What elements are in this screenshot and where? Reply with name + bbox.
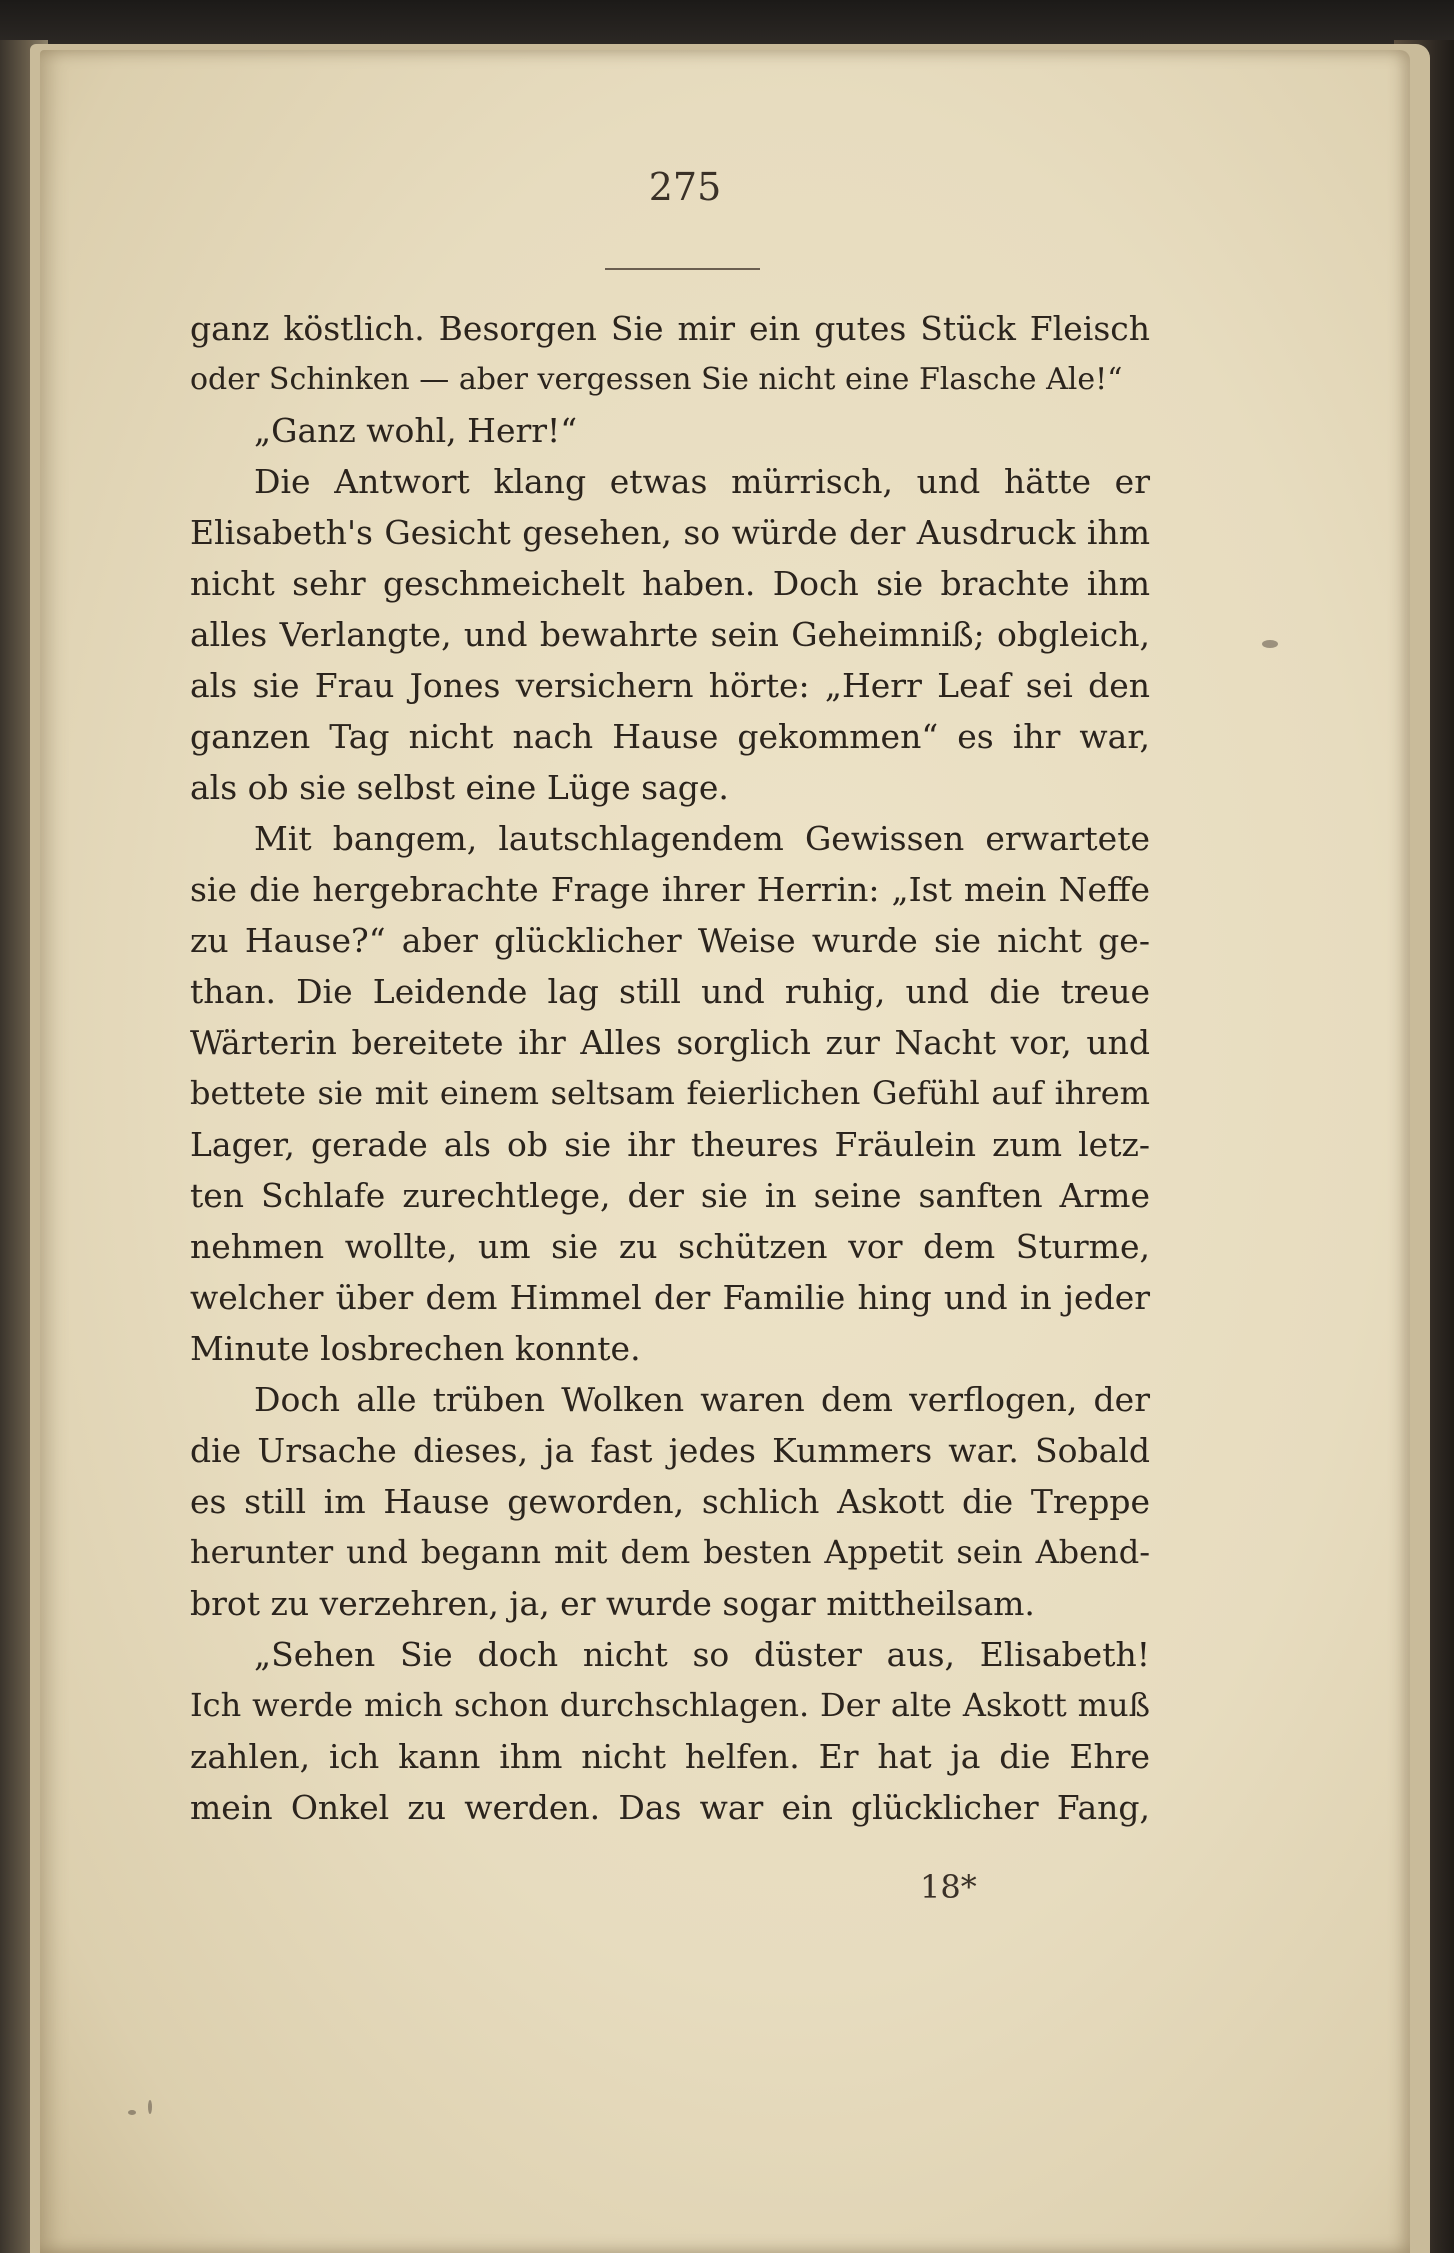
text-line: „Ganz wohl, Herr!“ [254,411,578,450]
text-line: brot zu verzehren, ja, er wurde sogar mittheilsam. [190,1584,1035,1623]
text-line: mein Onkel zu werden. Das war ein glücklicher Fang, [190,1788,1150,1827]
body-text [190,303,1150,1833]
text-line: „Sehen Sie doch nicht so düster aus, Elisabeth! [254,1635,1150,1674]
text-line: Ich werde mich schon durchschlagen. Der alte Askott muß [190,1686,1150,1724]
text-line: Doch alle trüben Wolken waren dem verflogen, der [254,1380,1150,1419]
text-line: als sie Frau Jones versichern hörte: „Herr Leaf sei den [190,666,1150,705]
text-line: nicht sehr geschmeichelt haben. Doch sie brachte ihm [190,564,1150,603]
text-line: welcher über dem Himmel der Familie hing und in jeder [190,1278,1150,1317]
text-line: ganz köstlich. Besorgen Sie mir ein gutes Stück Fleisch [190,309,1150,348]
text-line: ganzen Tag nicht nach Hause gekommen“ es ihr war, [190,717,1150,756]
text-line: herunter und begann mit dem besten Appetit sein Abend- [190,1533,1150,1571]
text-line: bettete sie mit einem seltsam feierlichen Gefühl auf ihrem [190,1074,1150,1112]
text-line: ten Schlafe zurechtlege, der sie in seine sanften Arme [190,1176,1150,1215]
text-line: Lager, gerade als ob sie ihr theures Fräulein zum letz- [190,1125,1150,1164]
text-line: als ob sie selbst eine Lüge sage. [190,768,729,807]
text-line: nehmen wollte, um sie zu schützen vor dem Sturme, [190,1227,1150,1266]
page-number: 275 [648,165,722,209]
text-line: Elisabeth's Gesicht gesehen, so würde der Ausdruck ihm [190,513,1150,552]
text-line: zu Hause?“ aber glücklicher Weise wurde sie nicht ge- [190,921,1150,960]
ink-speck [148,2100,152,2114]
text-line: alles Verlangte, und bewahrte sein Geheimniß; obgleich, [190,615,1150,654]
text-line: zahlen, ich kann ihm nicht helfen. Er hat ja die Ehre [190,1737,1150,1776]
text-line: than. Die Leidende lag still und ruhig, und die treue [190,972,1150,1011]
text-line: sie die hergebrachte Frage ihrer Herrin: „Ist mein Neffe [190,870,1150,909]
text-line: Wärterin bereitete ihr Alles sorglich zur Nacht vor, und [190,1023,1150,1062]
text-line: Minute losbrechen konnte. [190,1329,641,1368]
text-line: Mit bangem, lautschlagendem Gewissen erwartete [254,819,1150,858]
ink-speck [128,2110,136,2115]
text-line: Die Antwort klang etwas mürrisch, und hätte er [254,462,1150,501]
ink-speck [1262,640,1278,648]
text-line: es still im Hause geworden, schlich Askott die Treppe [190,1482,1150,1521]
page-number-rule [605,268,760,270]
text-line: die Ursache dieses, ja fast jedes Kummers war. Sobald [190,1431,1150,1470]
text-line: oder Schinken — aber vergessen Sie nicht eine Flasche Ale!“ [190,362,1123,397]
signature-mark: 18* [920,1868,977,1906]
